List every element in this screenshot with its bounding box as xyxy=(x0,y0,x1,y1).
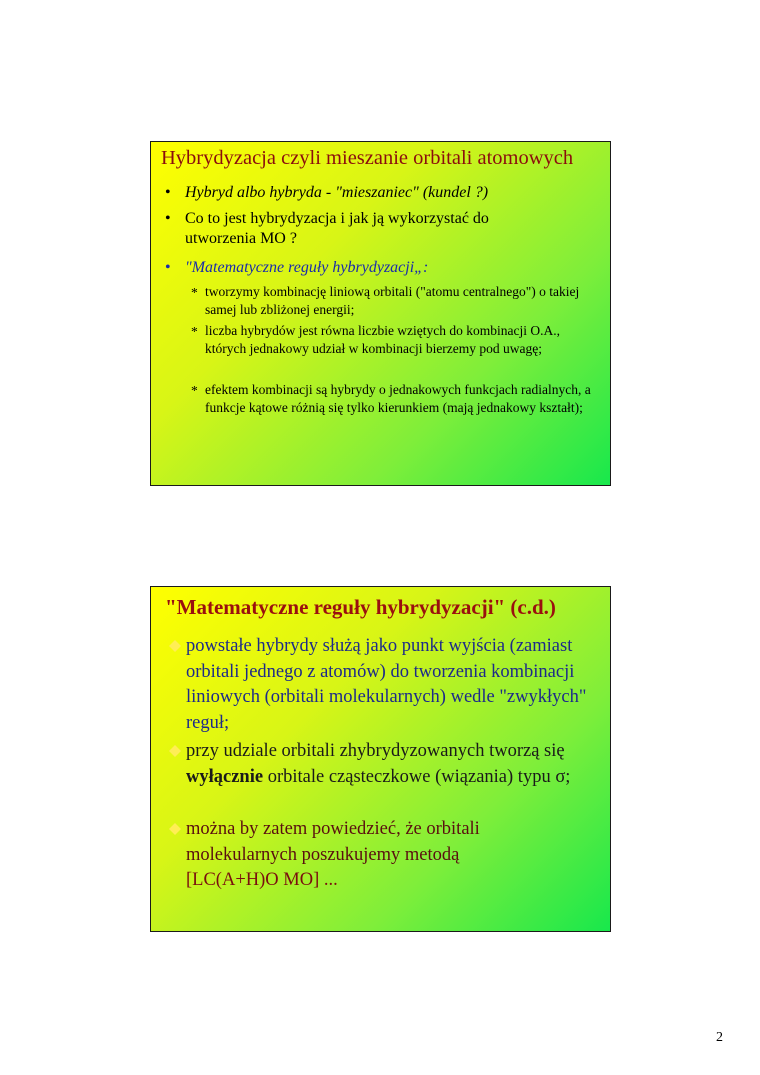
slide-1 xyxy=(150,141,611,486)
diamond-item-text: przy udziale orbitali zhybrydyzowanych tworzą się xyxy=(186,741,565,761)
diamond-item-text-end: orbitale cząsteczkowe (wiązania) typu σ; xyxy=(263,766,571,787)
bullet-marker: • xyxy=(165,210,171,227)
slide-2-title: "Matematyczne reguły hybrydyzacji" (c.d.) xyxy=(165,595,556,619)
slide-1-title: Hybrydyzacja czyli mieszanie orbitali atomowych xyxy=(161,147,574,169)
sub-item xyxy=(191,381,595,417)
bullet-text: "Matematyczne reguły hybrydyzacji„: xyxy=(185,259,429,276)
diamond-bullet-icon xyxy=(169,640,181,652)
sub-item-marker: * xyxy=(191,383,198,398)
diamond-bullet-icon xyxy=(169,823,181,835)
diamond-item-text: można by zatem powiedzieć, że orbitali molekularnych poszukujemy metodą xyxy=(186,819,480,865)
bullet-text: Hybryd albo hybryda - "mieszaniec" (kundel ?) xyxy=(185,184,489,201)
diamond-item xyxy=(169,739,589,790)
bullet-marker: • xyxy=(165,259,171,276)
sub-item-text: efektem kombinacji są hybrydy o jednakowych funkcjach radialnych, a funkcje kątowe różnią się tylko kierunkiem (mają jednakowy kształt); xyxy=(205,382,591,415)
bullet-item xyxy=(165,209,540,249)
method-text: [LC(A+H)O MO] ... xyxy=(186,870,338,890)
bullet-text: Co to jest hybrydyzacja i jak ją wykorzystać do utworzenia MO ? xyxy=(185,210,489,247)
diamond-item xyxy=(169,634,589,736)
diamond-item-text: powstałe hybrydy służą jako punkt wyjścia (zamiast orbitali jednego z atomów) do tworzenia kombinacji liniowych (orbitali molekularnych) wedle "zwykłych" reguł; xyxy=(186,636,587,733)
emphasis-text: wyłącznie xyxy=(186,766,264,787)
sub-item-text: liczba hybrydów jest równa liczbie wziętych do kombinacji O.A., których jednakowy udział w kombinacji bierzemy pod uwagę; xyxy=(205,323,561,356)
page-number: 2 xyxy=(716,1030,723,1045)
sub-item xyxy=(191,283,595,319)
diamond-item xyxy=(169,817,589,894)
slide-2 xyxy=(150,586,611,932)
sub-item-marker: * xyxy=(191,324,198,339)
sub-item-marker: * xyxy=(191,285,198,300)
diamond-bullet-icon xyxy=(169,745,181,757)
sub-item-text: tworzymy kombinację liniową orbitali ("atomu centralnego") o takiej samej lub zbliżonej energii; xyxy=(205,284,580,317)
bullet-item xyxy=(165,258,595,278)
sub-item xyxy=(191,322,595,358)
bullet-item xyxy=(165,183,595,203)
bullet-marker: • xyxy=(165,184,171,201)
